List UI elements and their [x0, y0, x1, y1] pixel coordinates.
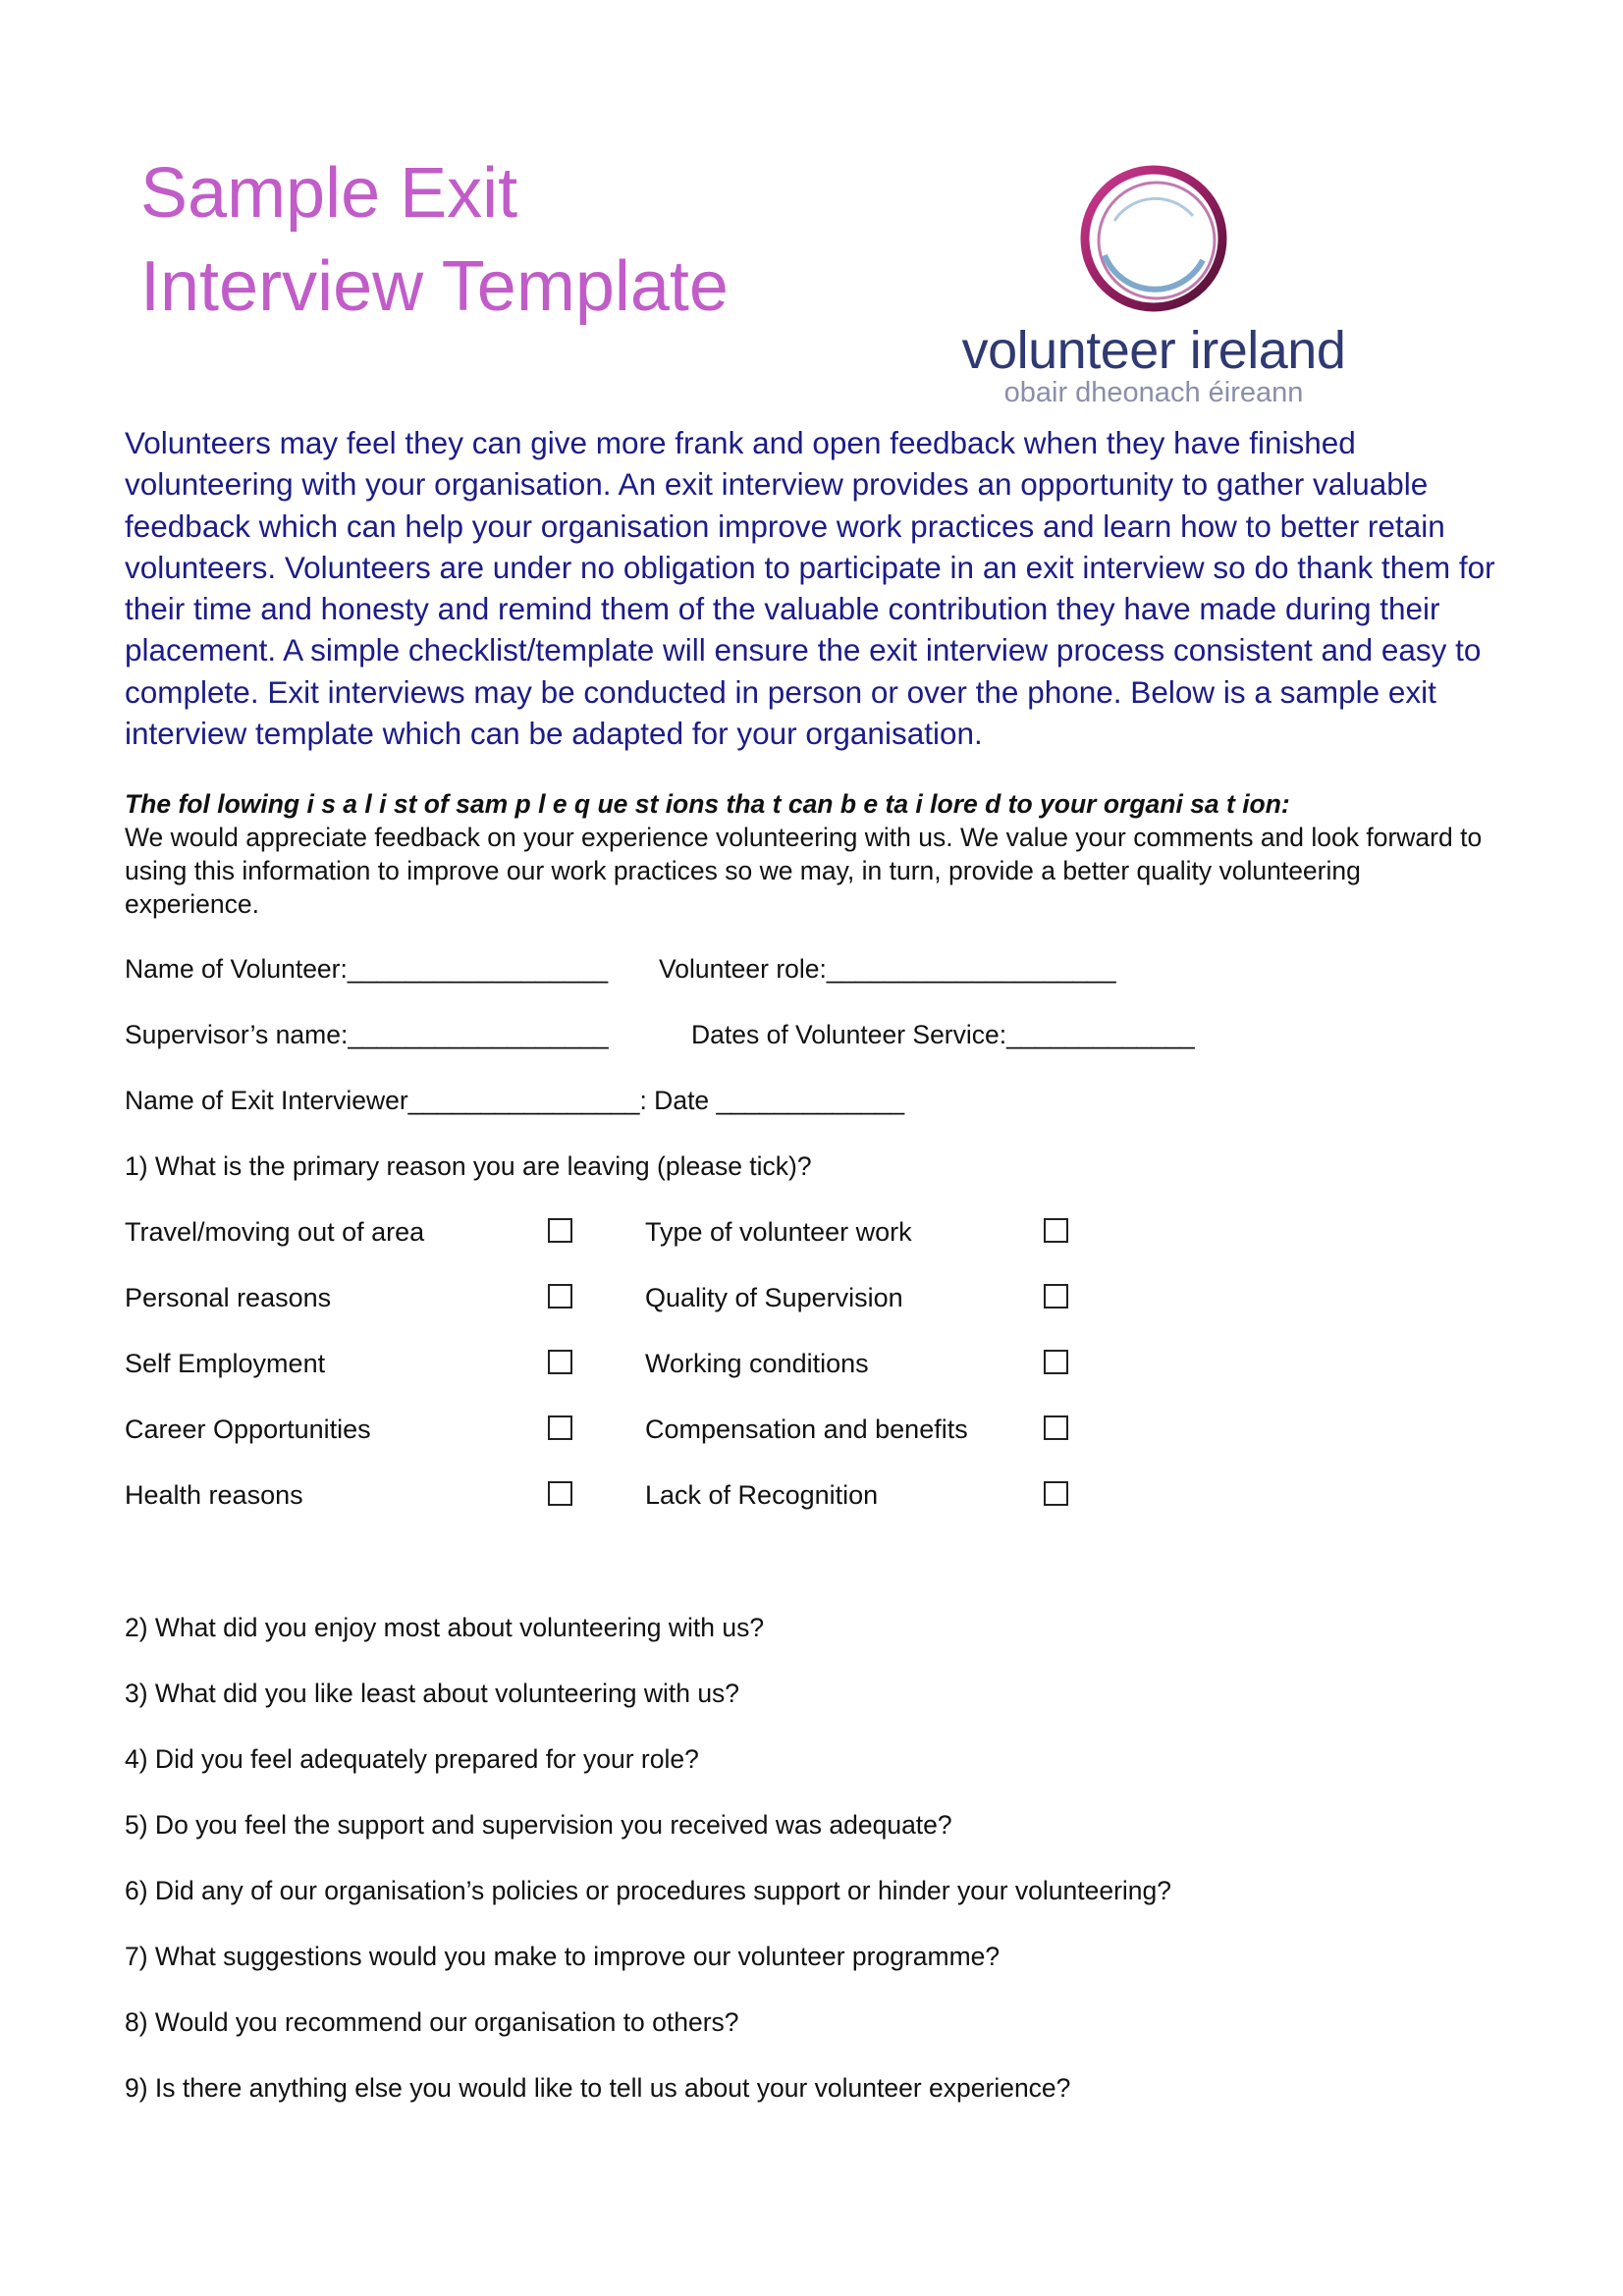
logo-tagline: obair dheonach éireann [1003, 377, 1304, 408]
question-6: 6) Did any of our organisation’s policies or procedures support or hinder your volunteering? [125, 1876, 1172, 1905]
supervisor-name-label: Supervisor’s name:__________________ [125, 1020, 609, 1049]
question-1: 1) What is the primary reason you are leaving (please tick)? [125, 1151, 812, 1181]
question-4: 4) Did you feel adequately prepared for your role? [125, 1744, 699, 1774]
intro-paragraph: Volunteers may feel they can give more frank and open feedback when they have finished volunteering with your organisation. An exit interview provides an opportunity to gather valuable feedback which can help your organisation improve work practices and learn how to better retain volunteers. Volunteers are under no obligation to participate in an exit interview so do thank them for their time and honesty and remind them of the valuable contribution they have made during their placement. A simple checklist/template will ensure the exit interview process consistent and easy to complete. Exit interviews may be conducted in person or over the phone. Below is a sample exit interview template which can be adapted for your organisation. [125, 425, 1495, 752]
reason-checkbox[interactable] [1044, 1415, 1068, 1440]
volunteer-role-label: Volunteer role:____________________ [659, 954, 1116, 984]
reason-label: Career Opportunities [125, 1415, 371, 1444]
volunteer-ireland-logo [957, 162, 1350, 417]
reason-label: Travel/moving out of area [125, 1217, 425, 1247]
title-line-1: Sample Exit [140, 154, 518, 233]
question-7: 7) What suggestions would you make to improve our volunteer programme? [125, 1942, 1001, 1971]
reason-label: Type of volunteer work [645, 1217, 912, 1247]
title-line-2: Interview Template [140, 247, 729, 326]
question-8: 8) Would you recommend our organisation to others? [125, 2007, 739, 2037]
supervisor-name-field[interactable] [125, 1018, 609, 1051]
page-title [140, 147, 729, 334]
reason-label: Working conditions [645, 1349, 869, 1378]
interviewer-field[interactable] [125, 1084, 904, 1117]
service-dates-label: Dates of Volunteer Service:_____________ [691, 1020, 1195, 1049]
list-intro-text: We would appreciate feedback on your experience volunteering with us. We value your comments and look forward to using this information to improve our work practices so we may, in turn, provide a better quality volunteering experience. [125, 823, 1483, 919]
volunteer-name-field[interactable] [125, 952, 608, 986]
reason-checkbox[interactable] [548, 1415, 572, 1440]
service-dates-field[interactable] [691, 1018, 1195, 1051]
logo-wordmark: volunteer ireland [961, 321, 1346, 380]
reason-checkbox[interactable] [1044, 1481, 1068, 1506]
volunteer-role-field[interactable] [659, 952, 1116, 986]
reason-checkbox[interactable] [1044, 1350, 1068, 1374]
logo-ring-icon [957, 162, 1350, 319]
reason-label: Compensation and benefits [645, 1415, 968, 1444]
reason-checkbox[interactable] [1044, 1218, 1068, 1243]
volunteer-name-label: Name of Volunteer:__________________ [125, 954, 609, 984]
list-heading: The fol lowing i s a l i st of sam p l e q ue st ions tha t can b e ta i lore d to your organi sa t ion: [125, 789, 1290, 819]
reason-label: Personal reasons [125, 1283, 332, 1312]
reason-checkbox[interactable] [548, 1218, 572, 1243]
reason-checkbox[interactable] [548, 1284, 572, 1308]
question-9: 9) Is there anything else you would like to tell us about your volunteer experience? [125, 2073, 1071, 2103]
interviewer-label: Name of Exit Interviewer________________: Date _____________ [125, 1086, 905, 1115]
reason-label: Lack of Recognition [645, 1480, 879, 1510]
list-intro [125, 787, 1499, 921]
question-2: 2) What did you enjoy most about volunteering with us? [125, 1613, 765, 1642]
reason-checkbox[interactable] [548, 1481, 572, 1506]
reason-label: Self Employment [125, 1349, 326, 1378]
question-3: 3) What did you like least about volunteering with us? [125, 1679, 740, 1708]
reason-checkbox[interactable] [548, 1350, 572, 1374]
reason-label: Health reasons [125, 1480, 303, 1510]
question-5: 5) Do you feel the support and supervision you received was adequate? [125, 1810, 952, 1840]
reason-checkbox[interactable] [1044, 1284, 1068, 1308]
reason-label: Quality of Supervision [645, 1283, 903, 1312]
